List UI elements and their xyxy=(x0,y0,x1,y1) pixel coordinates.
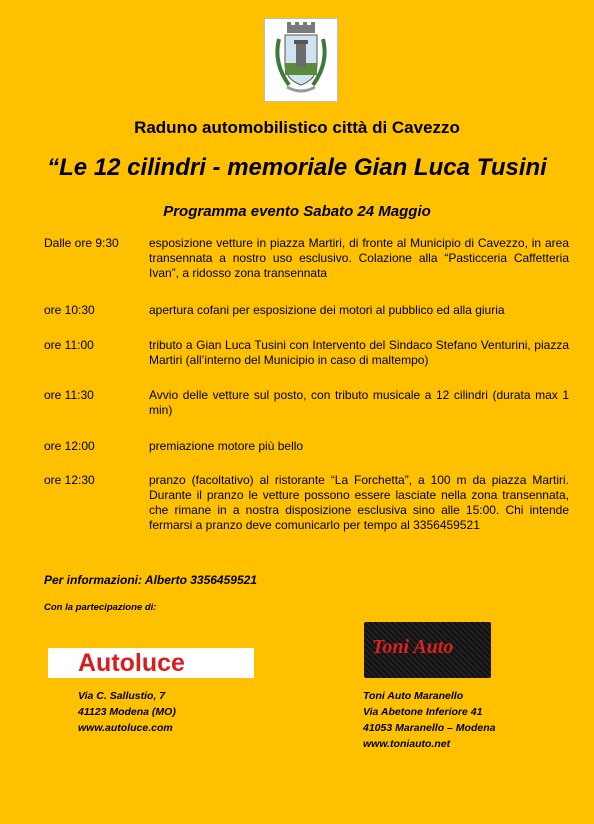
partners-intro: Con la partecipazione di: xyxy=(44,602,157,613)
schedule-time: ore 12:30 xyxy=(44,473,95,487)
event-name: “Le 12 cilindri - memoriale Gian Luca Tusini xyxy=(47,154,547,181)
toni-auto-logo xyxy=(364,622,491,678)
schedule-time: ore 11:30 xyxy=(44,388,94,402)
address-line: Toni Auto Maranello xyxy=(363,690,464,702)
contact-info: Per informazioni: Alberto 3356459521 xyxy=(44,573,257,587)
address-line: Via Abetone Inferiore 41 xyxy=(363,706,483,718)
town-crest xyxy=(264,18,338,102)
autoluce-logo xyxy=(48,648,254,678)
autoluce-logo-text: Autoluce xyxy=(78,649,185,677)
schedule-text: esposizione vetture in piazza Martiri, di fronte al Municipio di Cavezzo, in area transennata a nostro uso esclusivo. Colazione alla “Pasticceria Caffetteria Ivan”, a ridosso zona transennata xyxy=(149,236,569,280)
toni-auto-logo-text: Toni Auto xyxy=(372,636,454,658)
rally-title: Raduno automobilistico città di Cavezzo xyxy=(134,118,460,137)
program-title: Programma evento Sabato 24 Maggio xyxy=(163,203,431,220)
toni-auto-address xyxy=(363,688,495,752)
autoluce-address xyxy=(78,688,176,736)
schedule-time: ore 11:00 xyxy=(44,338,94,352)
schedule-text: tributo a Gian Luca Tusini con Intervento del Sindaco Stefano Venturini, piazza Martiri (all’interno del Municipio in caso di maltempo) xyxy=(149,338,569,367)
schedule-text: pranzo (facoltativo) al ristorante “La Forchetta”, a 100 m da piazza Martiri. Durante il pranzo le vetture possono essere lasciate nella zona transennata, che rimane in a nostra disposizione esclusiva sino alle 15:00. Chi intende fermarsi a pranzo deve comunicarlo per tempo al 3356459521 xyxy=(149,473,569,532)
schedule-time: Dalle ore 9:30 xyxy=(44,236,119,250)
schedule-text: Avvio delle vetture sul posto, con tributo musicale a 12 cilindri (durata max 1 min) xyxy=(149,388,569,417)
schedule-text: premiazione motore più bello xyxy=(149,439,304,453)
schedule-text: apertura cofani per esposizione dei motori al pubblico ed alla giuria xyxy=(149,303,505,317)
address-line: Via C. Sallustio, 7 xyxy=(78,690,166,702)
address-line: 41123 Modena (MO) xyxy=(78,706,176,718)
website-link[interactable]: www.toniauto.net xyxy=(363,738,451,750)
schedule-time: ore 12:00 xyxy=(44,439,95,453)
website-link[interactable]: www.autoluce.com xyxy=(78,722,173,734)
address-line: 41053 Maranello – Modena xyxy=(363,722,496,734)
schedule-time: ore 10:30 xyxy=(44,303,95,317)
town-coat-of-arms-icon xyxy=(265,19,337,101)
